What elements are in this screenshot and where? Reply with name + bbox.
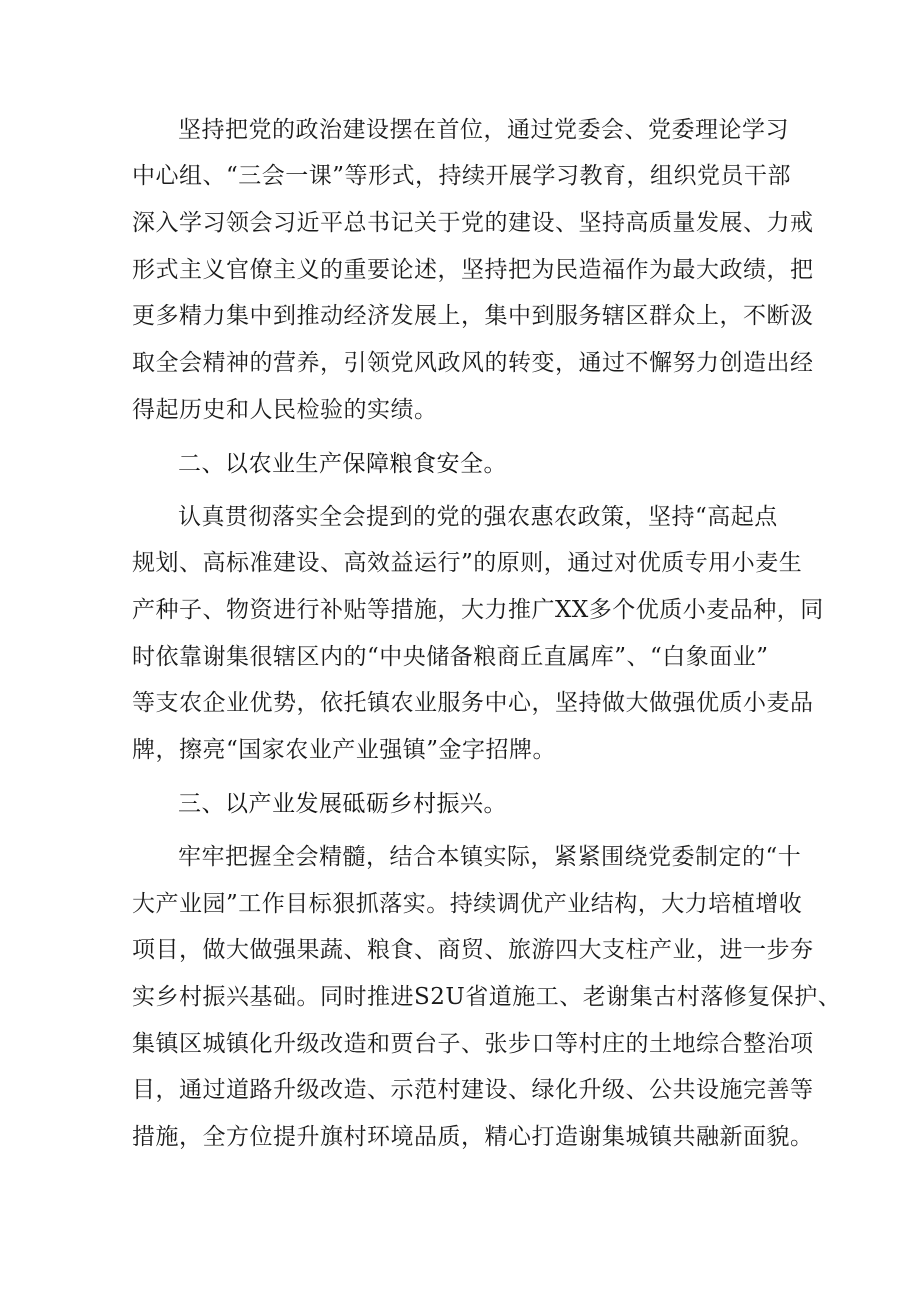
paragraph3-line-3: 项目，做大做强果蔬、粮食、商贸、旅游四大支柱产业，进一步夯 bbox=[132, 937, 814, 963]
paragraph1-line-7: 得起历史和人民检验的实绩。 bbox=[132, 397, 438, 423]
paragraph1-line-5: 更多精力集中到推动经济发展上，集中到服务辖区群众上，不断汲 bbox=[132, 303, 814, 329]
section-heading-3: 三、以产业发展砥砺乡村振兴。 bbox=[178, 791, 507, 817]
paragraph2-line-3: 产种子、物资进行补贴等措施，大力推广XX多个优质小麦品种，同 bbox=[132, 597, 824, 623]
paragraph3-line-7: 措施，全方位提升旗村环境品质，精心打造谢集城镇共融新面貌。 bbox=[132, 1124, 814, 1150]
paragraph2-line-6: 牌，擦亮“国家农业产业强镇”金字招牌。 bbox=[132, 737, 557, 763]
paragraph3-line-1: 牢牢把握全会精髓，结合本镇实际，紧紧围绕党委制定的“十 bbox=[178, 844, 802, 870]
paragraph1-line-3: 深入学习领会习近平总书记关于党的建设、坚持高质量发展、力戒 bbox=[132, 210, 814, 236]
paragraph1-line-1: 坚持把党的政治建设摆在首位，通过党委会、党委理论学习 bbox=[178, 117, 789, 143]
paragraph1-line-6: 取全会精神的营养，引领党风政风的转变，通过不懈努力创造出经 bbox=[132, 350, 814, 376]
paragraph1-line-4: 形式主义官僚主义的重要论述，坚持把为民造福作为最大政绩，把 bbox=[132, 257, 814, 283]
paragraph3-line-6: 目，通过道路升级改造、示范村建设、绿化升级、公共设施完善等 bbox=[132, 1077, 814, 1103]
paragraph2-line-4: 时依靠谢集很辖区内的“中央储备粮商丘直属库”、“白象面业” bbox=[132, 644, 769, 670]
paragraph1-line-2: 中心组、“三会一课”等形式，持续开展学习教育，组织党员干部 bbox=[132, 163, 792, 189]
paragraph3-line-2: 大产业园”工作目标狠抓落实。持续调优产业结构，大力培植增收 bbox=[132, 891, 803, 917]
section-heading-2: 二、以农业生产保障粮食安全。 bbox=[178, 451, 507, 477]
paragraph2-line-1: 认真贯彻落实全会提到的党的强农惠农政策，坚持“高起点 bbox=[178, 504, 778, 530]
paragraph2-line-2: 规划、高标准建设、高效益运行”的原则，通过对优质专用小麦生 bbox=[132, 550, 803, 576]
paragraph2-line-5: 等支农企业优势，依托镇农业服务中心，坚持做大做强优质小麦品 bbox=[132, 690, 814, 716]
paragraph3-line-4: 实乡村振兴基础。同时推进S2U省道施工、老谢集古村落修复保护、 bbox=[132, 984, 842, 1010]
paragraph3-line-5: 集镇区城镇化升级改造和贾台子、张步口等村庄的土地综合整治项 bbox=[132, 1031, 814, 1057]
